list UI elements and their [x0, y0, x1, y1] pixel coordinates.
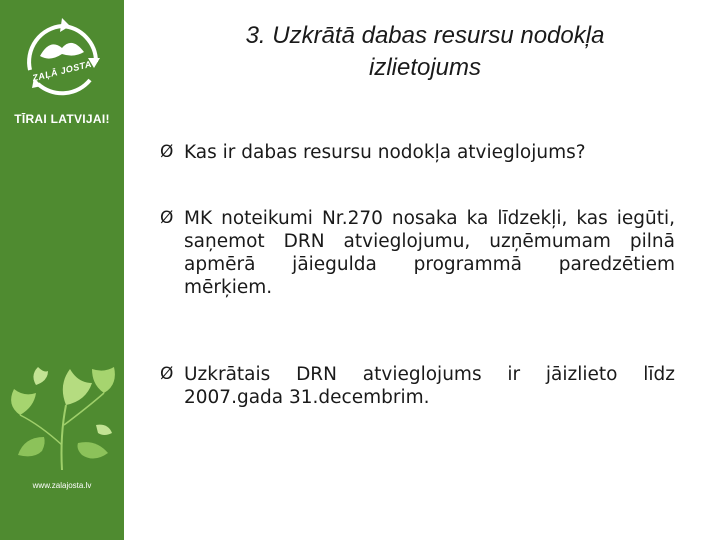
bullet-text: MK noteikumi Nr.270 nosaka ka līdzekļi, kas iegūti, saņemot DRN atvieglojumu, uzņēmumam pilnā apmērā jāiegulda programmā paredzētiem mērķiem. — [184, 208, 675, 298]
plant-leaves-icon — [0, 345, 124, 475]
bullet-arrow-icon: Ø — [160, 208, 174, 228]
bullet-text: Uzkrātais DRN atvieglojums ir jāizlieto līdz 2007.gada 31.decembrim. — [184, 364, 675, 408]
bullet-item — [160, 141, 675, 164]
slogan: TĪRAI LATVIJAI! — [14, 112, 110, 126]
bullet-arrow-icon: Ø — [160, 142, 174, 162]
slide-title — [140, 20, 710, 84]
bullet-arrow-icon: Ø — [160, 364, 174, 384]
title-line-1: 3. Uzkrātā dabas resursu nodokļa — [245, 22, 605, 49]
bullet-text: Kas ir dabas resursu nodokļa atvieglojums? — [184, 142, 586, 163]
logo-text: ZAĻĀ JOSTA — [31, 58, 93, 84]
logo — [10, 8, 114, 104]
title-line-2: izlietojums — [368, 54, 482, 81]
website-url: www.zalajosta.lv — [32, 481, 92, 490]
sidebar — [0, 0, 124, 540]
bullet-item — [160, 363, 675, 409]
bullet-item — [160, 207, 675, 299]
